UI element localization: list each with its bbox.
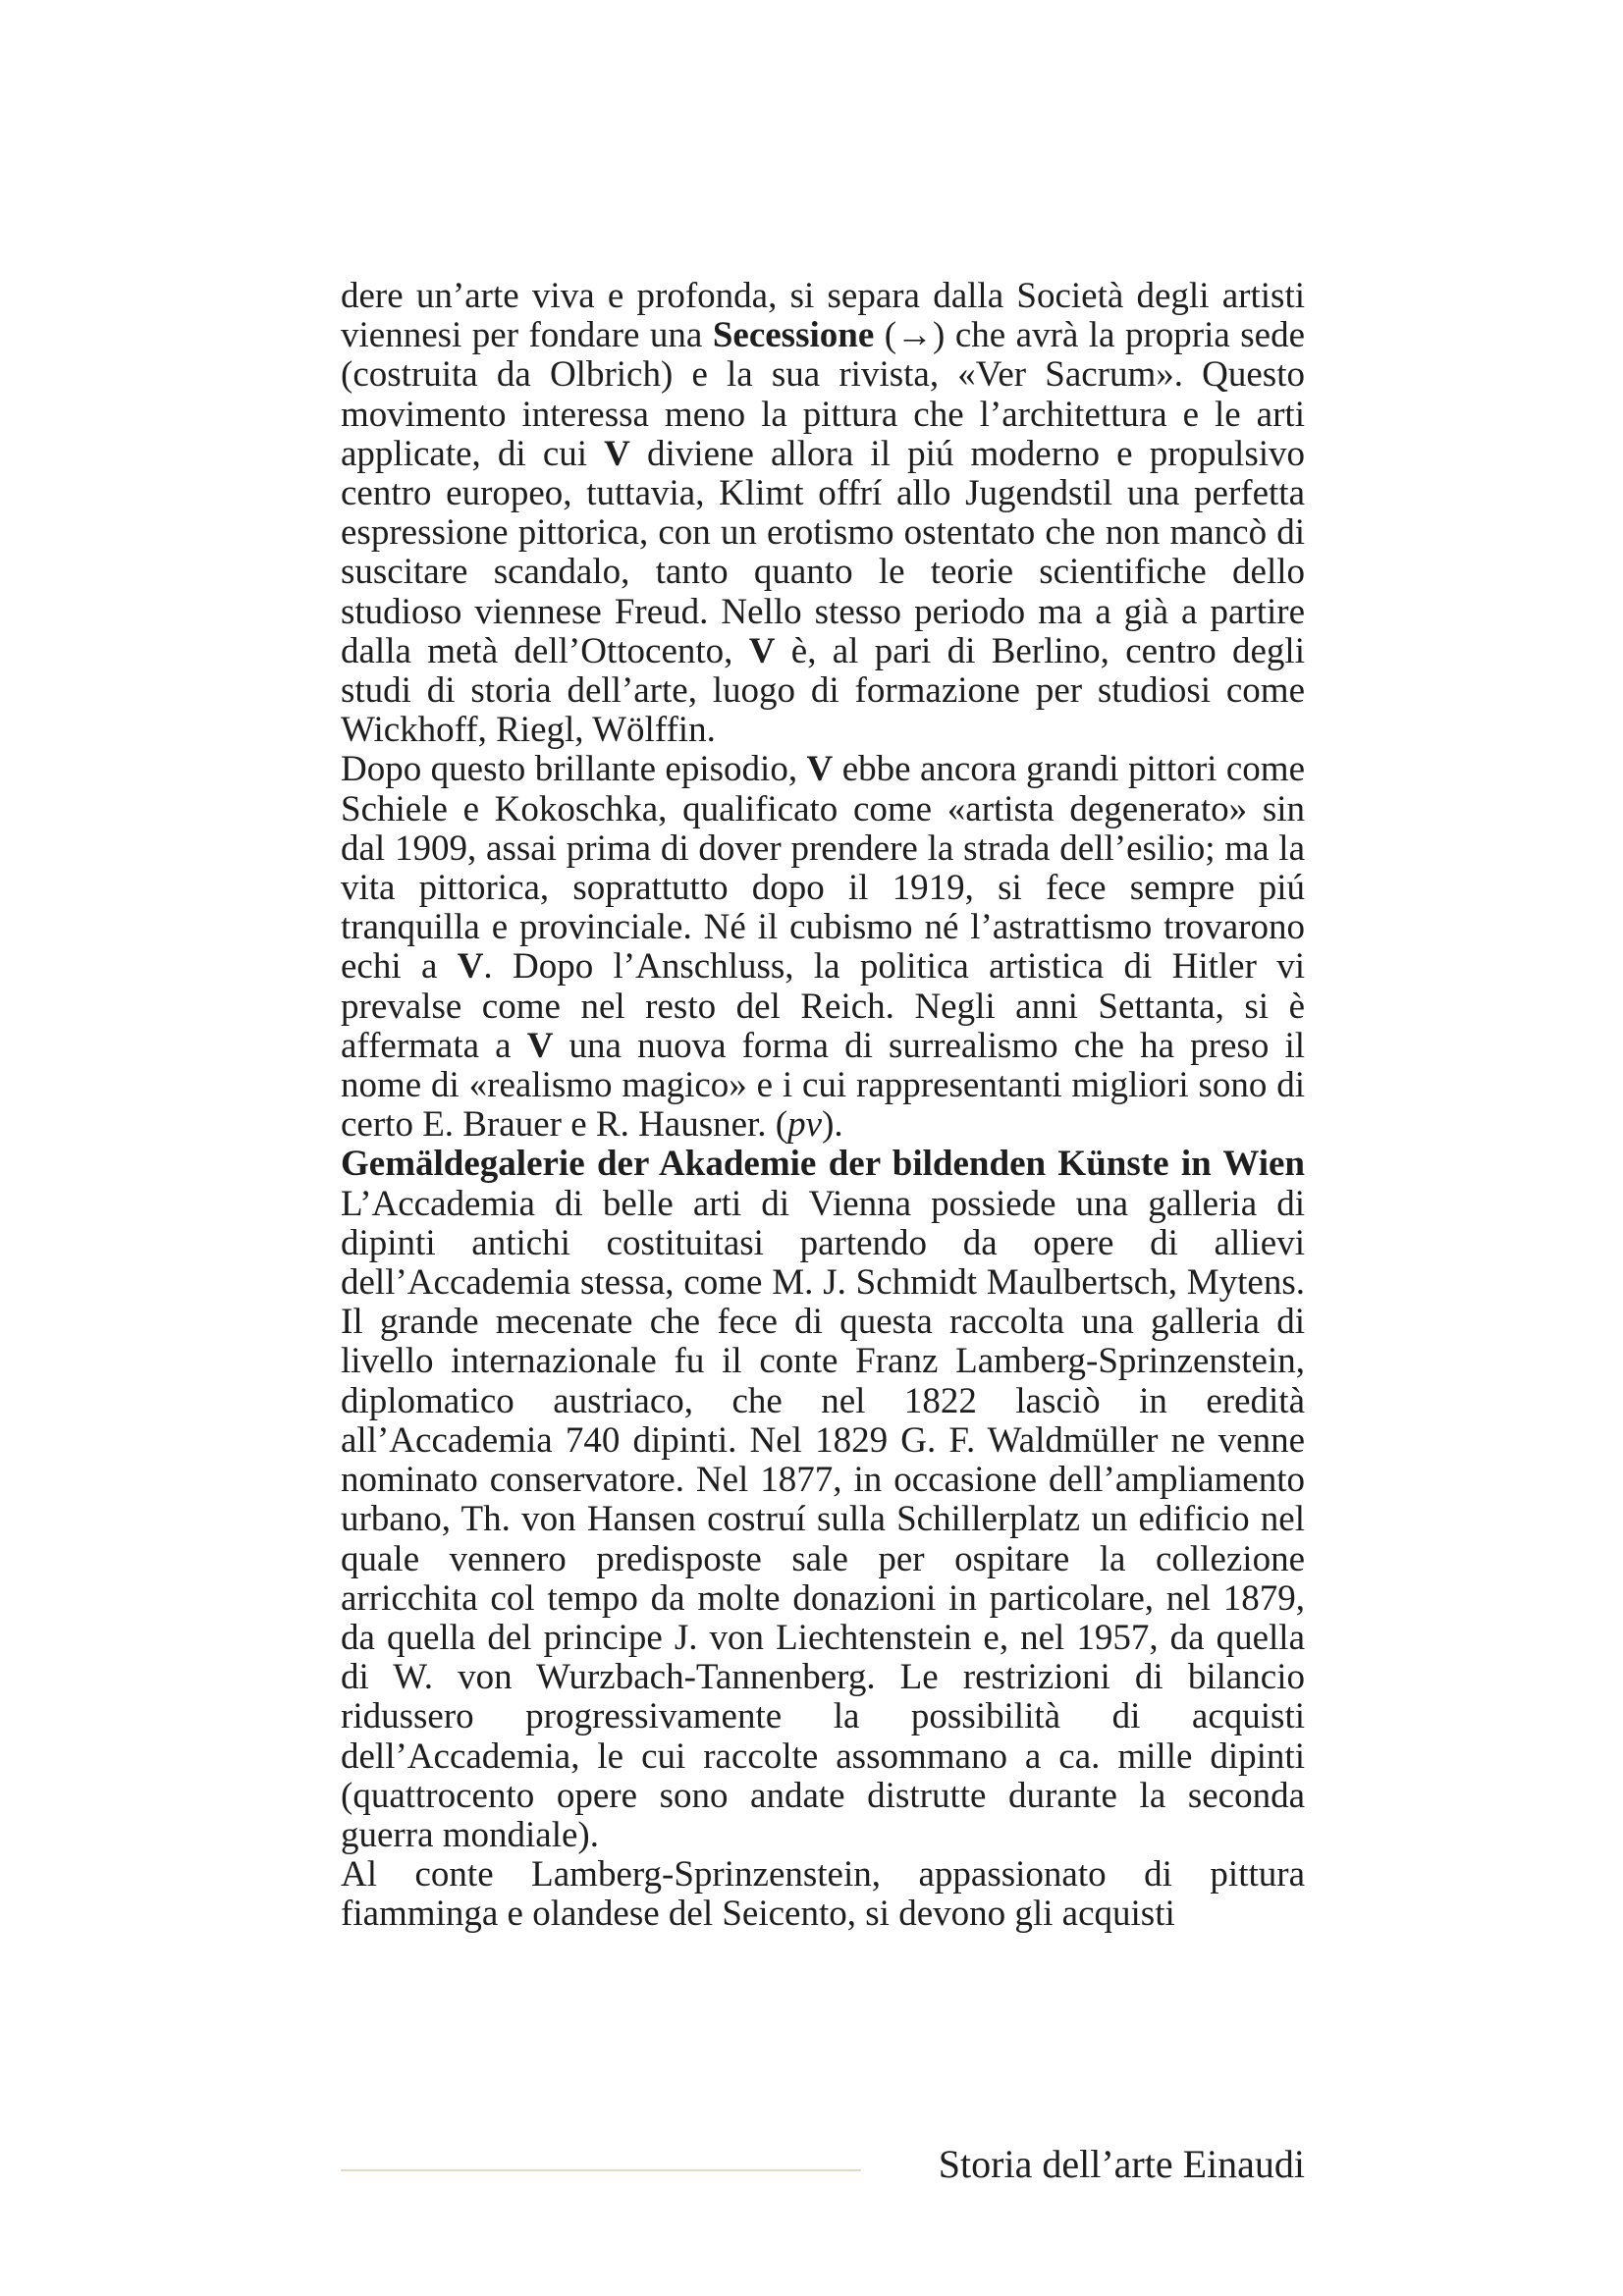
text-run: dere un’arte viva e profonda, si separa dalla Società degli artisti viennesi per fondare una xyxy=(341,276,1305,356)
text-run: Dopo questo brillante episodio, xyxy=(341,749,807,790)
bold-term: Secessione xyxy=(712,315,875,356)
paragraph xyxy=(341,277,1305,750)
page-footer xyxy=(341,2140,1305,2189)
text-run: ). xyxy=(822,1104,843,1146)
bold-term: V xyxy=(526,1025,554,1066)
bold-term: V xyxy=(457,946,484,988)
text-run: Al conte Lamberg-Sprinzenstein, appassionato di pittura fiamminga e olandese del Seicento, si devono gli acquisti xyxy=(341,1854,1305,1935)
italic-term: pv xyxy=(787,1104,823,1146)
text-run: è, al pari di Berlino, centro degli studi di storia dell’arte, luogo di formazione per studiosi come Wickhoff, Riegl, Wölffin. xyxy=(341,630,1305,751)
bold-term: V xyxy=(806,749,834,790)
text-run: L’Accademia di belle arti di Vienna possiede una galleria di dipinti antichi costituitasi partendo da opere di allievi dell’Accademia stessa, come M. J. Schmidt Maulbertsch, Mytens. Il grande mecenate che fece di questa raccolta una galleria di livello internazionale fu il conte Franz Lamberg-Sprinzenstein, diplomatico austriaco, che nel 1822 lasciò in eredità all’Accademia 740 dipinti. Nel 1829 G. F. Waldmüller ne venne nominato conservatore. Nel 1877, in occasione dell’ampliamento urbano, Th. von Hansen costruí sulla Schillerplatz un edificio nel quale vennero predisposte sale per ospitare la collezione arricchita col tempo da molte donazioni in particolare, nel 1879, da quella del principe J. von Liechtenstein e, nel 1957, da quella di W. von Wurzbach-Tannenberg. Le restrizioni di bilancio ridussero progressivamente la possibilità di acquisti dell’Accademia, le cui raccolte assommano a ca. mille dipinti (quattrocento opere sono andate distrutte durante la seconda guerra mondiale). xyxy=(341,1183,1305,1855)
footer-title: Storia dell’arte Einaudi xyxy=(938,2142,1305,2186)
body-text xyxy=(341,277,1305,1935)
footer-rule xyxy=(341,2169,861,2171)
bold-term: V xyxy=(604,433,630,474)
paragraph xyxy=(341,1855,1305,1934)
text-run: una nuova forma di surrealismo che ha preso il nome di «realismo magico» e i cui rappresentanti migliori sono di certo E. Brauer e R. Hausner. ( xyxy=(341,1025,1305,1146)
text-run: . Dopo l’Anschluss, la politica artistica di Hitler vi prevalse come nel resto del Reich. Negli anni Settanta, si è affermata a xyxy=(341,946,1306,1066)
text-run: diviene allora il piú moderno e propulsivo centro europeo, tuttavia, Klimt offrí allo Jugendstil una perfetta espressione pittorica, con un erotismo ostentato che non mancò di suscitare scandalo, tanto quanto le teorie scientifiche dello studioso viennese Freud. Nello stesso periodo ma a già a partire dalla metà dell’Ottocento, xyxy=(341,433,1305,671)
text-run: ebbe ancora grandi pittori come Schiele e Kokoschka, qualificato come «artista degenerato» sin dal 1909, assai prima di dover prendere la strada dell’esilio; ma la vita pittorica, soprattutto dopo il 1919, si fece sempre piú tranquilla e provinciale. Né il cubismo né l’astrattismo trovarono echi a xyxy=(341,749,1305,988)
bold-term: V xyxy=(748,630,776,671)
bold-term: Gemäldegalerie der Akademie der bildenden Künste in Wien xyxy=(341,1144,1305,1185)
paragraph xyxy=(341,750,1305,1145)
paragraph xyxy=(341,1145,1305,1855)
text-run: (→) che avrà la propria sede (costruita da Olbrich) e la sua rivista, «Ver Sacrum». Questo movimento interessa meno la pittura che l’architettura e le arti applicate, di cui xyxy=(341,315,1305,474)
